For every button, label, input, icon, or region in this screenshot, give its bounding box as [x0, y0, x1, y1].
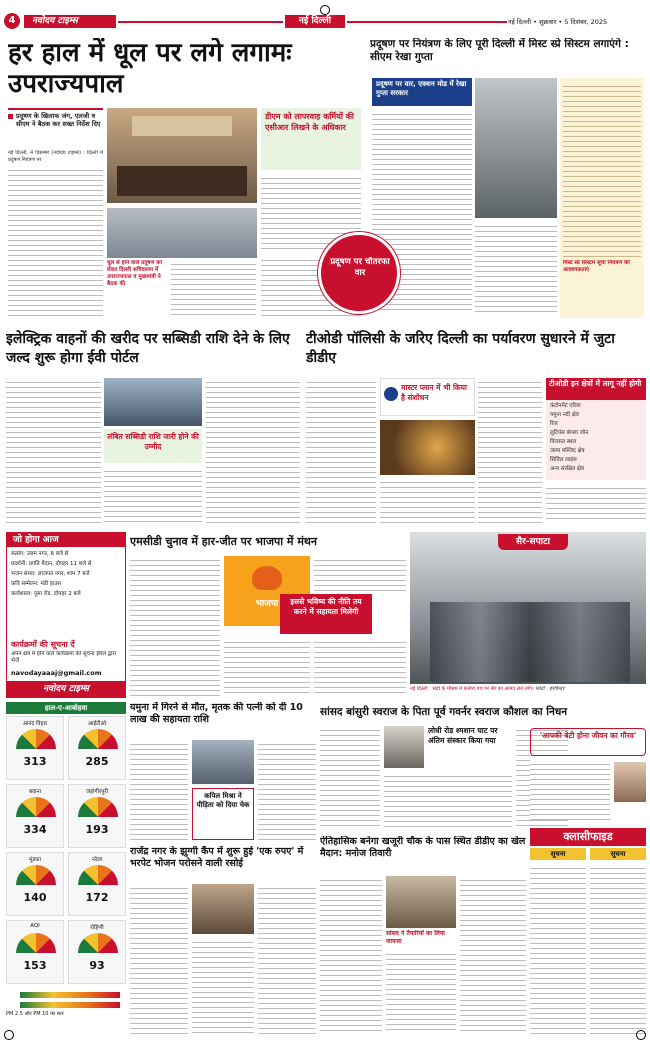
- khajuri-photo: [386, 876, 456, 928]
- tod-areas-box: [546, 378, 646, 480]
- aqi-gauge: [68, 784, 126, 848]
- today-list: [11, 550, 123, 600]
- aqi-dial-icon: [78, 797, 118, 817]
- aqi-value: 334: [23, 823, 47, 836]
- masthead-right-rule: [347, 21, 507, 23]
- yamuna-body-col2: [258, 740, 316, 840]
- mcd-party-name: भाजपा: [255, 599, 279, 609]
- mcd-pullquote: इससे भविष्य की नीति तय करने में सहायता मिलेगी: [280, 594, 372, 634]
- mcd-body-col2: [224, 638, 310, 696]
- lead-story: [6, 38, 362, 323]
- rajendra-body-col3: [258, 884, 316, 1034]
- aqi-station-name: बवाना: [28, 789, 42, 795]
- khajuri-story: [320, 836, 526, 1036]
- aqi-value: 313: [23, 755, 47, 768]
- ad-portrait: [614, 762, 646, 802]
- mcd-headline: एमसीडी चुनाव में हार-जीत पर भाजपा में मंथन: [130, 535, 318, 548]
- today-box: [6, 532, 126, 698]
- today-title: जो होगा आज: [7, 533, 125, 547]
- lead-body-col2: [171, 260, 256, 316]
- khajuri-body-col1: [320, 876, 382, 1034]
- aqi-dial-icon: [16, 797, 56, 817]
- ev-story: [6, 330, 300, 528]
- yamuna-story: [130, 702, 316, 842]
- rajendra-body-col2: [192, 938, 254, 1034]
- ev-body-col3: [206, 378, 300, 523]
- classified-title: क्लासीफाइड: [530, 828, 646, 846]
- pollution-badge: प्रदूषण पर वार, एक्शन मोड में रेखा गुप्ता सरकार: [372, 78, 472, 106]
- aqi-value: 285: [85, 755, 109, 768]
- aqi-gauge: [68, 852, 126, 916]
- tod-area-item: रिज: [550, 421, 558, 427]
- meeting-table: [117, 166, 247, 196]
- aqi-dial-icon: [78, 933, 118, 953]
- pollution-side-body: [563, 82, 641, 258]
- pm-bar-2: [20, 1002, 120, 1008]
- ad-quote: 'आपकी बेटी होना जीवन का गौरव': [530, 728, 646, 756]
- classified-sub-left: सूचना: [530, 848, 586, 860]
- masthead-center-rule: [118, 21, 283, 23]
- tod-body-col1: [306, 378, 376, 523]
- pollution-circle-badge: [318, 232, 400, 314]
- today-item: कवि सम्मेलन: मंडी हाउस: [11, 581, 61, 587]
- swaraj-headline: सांसद बांसुरी स्वराज के पिता पूर्व गवर्नर स्वराज कौशल का निधन: [320, 706, 568, 718]
- tod-logo-icon: [384, 387, 398, 401]
- tod-area-item: विरासत स्थल: [550, 439, 577, 445]
- aqi-station-name: आईटीओ: [87, 721, 107, 727]
- khajuri-body-col3: [460, 876, 526, 1034]
- ev-charging-photo: [104, 378, 202, 426]
- mcd-body-col1: [130, 556, 220, 696]
- aqi-value: 172: [85, 891, 109, 904]
- street-badge: सैर-सपाटा: [498, 534, 568, 550]
- aqi-station-name: आनंद विहार: [22, 721, 48, 727]
- lead-kicker: [8, 108, 103, 144]
- tod-story: [306, 330, 646, 528]
- lead-second-photo: [107, 208, 257, 258]
- tod-area-item: अन्य संरक्षित क्षेत्र: [550, 466, 584, 472]
- tod-area-item: सिविल लाइंस: [550, 457, 577, 463]
- rajendra-photo: [192, 884, 254, 934]
- tod-building-photo: [380, 420, 475, 475]
- street-photo-people: [430, 602, 630, 682]
- edition-label: नई दिल्ली: [285, 15, 345, 28]
- issue-date: शुक्रवार • 5 दिसंबर, 2025: [539, 18, 608, 26]
- lead-kicker-text: प्रदूषण के खिलाफ जंग, एलजी व सीएम ने बैठक कर सख्त निर्देश दिए: [16, 112, 101, 128]
- khajuri-caption: सांसद ने तैयारियों का लिया जायजा: [386, 930, 445, 945]
- aqi-gauge: [6, 784, 64, 848]
- lead-side-headline: डीएम को लापरवाह कर्मियों की एसीआर लिखने के अधिकार: [265, 112, 354, 132]
- swaraj-sub: लोधी रोड श्मशान घाट पर अंतिम संस्कार किया गया: [428, 726, 498, 745]
- lead-dateline: नई दिल्ली, 4 दिसम्बर (नवोदय टाइम्स) : दिल्ली में प्रदूषण नियंत्रण पर: [8, 150, 103, 163]
- aqi-dial-icon: [16, 865, 56, 885]
- aqi-value: 93: [89, 959, 105, 972]
- aqi-gauge: [68, 920, 126, 984]
- aqi-gauge: [6, 920, 64, 984]
- street-credit: फोटो : हरविन्दर: [535, 686, 565, 692]
- khajuri-body-col2: [386, 950, 456, 1034]
- lead-meeting-photo: [107, 108, 257, 203]
- aqi-value: 153: [23, 959, 47, 972]
- lead-headline: हर हाल में धूल पर लगे लगामः उपराज्यपाल: [8, 38, 292, 99]
- aqi-gauge: [68, 716, 126, 780]
- today-footer-brand: नवोदय टाइम्स: [7, 681, 125, 697]
- aqi-dial-icon: [78, 729, 118, 749]
- yamuna-callout: कपिल मिश्रा ने पीड़िता को दिया चेक: [192, 788, 254, 840]
- meeting-screen: [132, 116, 232, 136]
- aqi-panel: [6, 702, 126, 1032]
- rajendra-body-col1: [130, 884, 188, 1034]
- pollution-headline: प्रदूषण पर नियंत्रण के लिए पूरी दिल्ली में मिस्ट स्प्रे सिस्टम लगाएंगे : सीएम रेखा गुप्ता: [370, 38, 629, 63]
- swaraj-body-col2: [384, 772, 512, 830]
- classified-sub-right: सूचना: [590, 848, 646, 860]
- mcd-body-col4: [314, 638, 406, 696]
- registration-mark-icon: [636, 1030, 646, 1040]
- street-caption-text: नई दिल्ली : सर्दी के मौसम में कर्तव्य पथ पर सैर का आनंद लेते लोग।: [410, 686, 534, 692]
- pollution-side-panel: [560, 78, 644, 318]
- aqi-pm-legend: [6, 990, 126, 1020]
- aqi-station-name: जहांगीरपुरी: [86, 789, 108, 795]
- ev-body-col1: [6, 378, 101, 523]
- aqi-dial-icon: [78, 865, 118, 885]
- street-photo: [410, 532, 646, 684]
- today-item: भजन संध्या: लाजपत नगर, शाम 7 बजे: [11, 571, 90, 577]
- registration-mark-icon: [320, 5, 330, 15]
- swaraj-portrait: [384, 726, 424, 768]
- rajendra-story: [130, 846, 316, 1036]
- masthead-left-band: नवोदय टाइम्स: [24, 15, 116, 28]
- aqi-grid: [6, 716, 126, 986]
- aqi-station-name: नरेला: [91, 857, 103, 863]
- today-item: प्रदर्शनी: प्रगति मैदान, दोपहर 11 बजे से: [11, 561, 92, 567]
- today-notice-title: कार्यक्रमों की सूचना दें: [11, 640, 75, 649]
- aqi-dial-icon: [16, 729, 56, 749]
- aqi-dial-icon: [16, 933, 56, 953]
- masthead: [0, 0, 650, 32]
- today-email[interactable]: navodayaaaj@gmail.com: [11, 669, 102, 677]
- yamuna-body-col1: [130, 740, 188, 840]
- pollution-body-2: [475, 222, 557, 312]
- classified-body-left: [530, 864, 586, 1034]
- lead-side-box: [261, 108, 361, 170]
- aqi-gauge: [6, 852, 64, 916]
- tod-areas-list: [550, 402, 644, 474]
- ev-headline: इलेक्ट्रिक वाहनों की खरीद पर सब्सिडी राशि देने के लिए जल्द शुरू होगा ईवी पोर्टल: [6, 331, 290, 366]
- bullet-icon: [8, 114, 13, 119]
- street-caption: [410, 686, 646, 693]
- lotus-icon: [252, 566, 282, 590]
- tod-body-col4: [546, 484, 646, 523]
- lead-body-col1: [8, 166, 103, 316]
- tod-headline: टीओडी पॉलिसी के जरिए दिल्ली का पर्यावरण सुधारने में जुटा डीडीए: [306, 331, 615, 366]
- tod-master-plan-text: मास्टर प्लान में भी किया है संशोधन: [401, 383, 467, 402]
- ad-quote-body: [530, 760, 610, 820]
- tod-area-item: लुटियंस बंगला जोन: [550, 430, 589, 436]
- rajendra-headline: राजेंद्र नगर के झुग्गी कैंप में शुरू हुई 'एक रुपए' में भरपेट भोजन परोसने वाली रसोई: [130, 846, 304, 869]
- today-item: कार्यशाला: पूसा रोड, दोपहर 2 बजे: [11, 591, 81, 597]
- today-notice-body: अपने क्षेत्र में होने वाले कार्यक्रमों की सूचना ईमेल द्वारा भेजें: [11, 651, 117, 664]
- mcd-story: [130, 532, 406, 698]
- yamuna-headline: यमुना में गिरने से मौत, मृतक की पत्नी को दी 10 लाख की सहायता राशि: [130, 702, 303, 725]
- tod-body-col3: [478, 378, 542, 523]
- masthead-date: नई दिल्ली • शुक्रवार • 5 दिसंबर, 2025: [508, 18, 608, 26]
- khajuri-headline: ऐतिहासिक बनेगा खजूरी चौक के पास स्थित डीडीए का खेल मैदान: मनोज तिवारी: [320, 836, 526, 859]
- ad-column: [530, 702, 646, 1036]
- pollution-photo: [475, 78, 557, 218]
- tod-body-col2: [380, 478, 475, 523]
- pm-bar-1: [20, 992, 120, 998]
- pollution-story: [370, 38, 646, 323]
- swaraj-body-col1: [320, 726, 380, 830]
- page-number: 4: [4, 13, 20, 29]
- ev-body-col2: [104, 467, 202, 523]
- aqi-value: 193: [85, 823, 109, 836]
- today-item: सत्संग: उत्तम नगर, 6 बजे से: [11, 551, 69, 557]
- right-edition: नई दिल्ली: [508, 18, 532, 26]
- aqi-value: 140: [23, 891, 47, 904]
- aqi-gauge: [6, 716, 64, 780]
- mcd-body-col3: [314, 556, 406, 592]
- aqi-station-name: रोहिणी: [90, 925, 104, 931]
- aqi-title: हाल-ए-आबोहवा: [6, 702, 126, 714]
- tod-master-plan: [380, 378, 475, 416]
- aqi-station-name: मुंडका: [29, 857, 41, 863]
- tod-area-item: जामा मस्जिद क्षेत्र: [550, 448, 585, 454]
- registration-mark-icon: [4, 1030, 14, 1040]
- pollution-side-title: मिस्ट स्प्रे सिस्टम सूचा नियंत्रण की आवश्यकताएं: [563, 260, 630, 273]
- tod-areas-title: टीओडी इन क्षेत्रों में लागू नहीं होगी: [546, 378, 646, 400]
- pollution-circle-text: प्रदूषण पर चौतरफा वार: [330, 257, 390, 278]
- lead-photo-caption: धूल से होने वाले प्रदूषण को लेकर दिल्ली सचिवालय में उपराज्यपाल व मुख्यमंत्री ने बैठक की: [107, 260, 162, 287]
- street-photo-block: [410, 532, 646, 698]
- tod-area-item: यमुना नदी क्षेत्र: [550, 412, 579, 418]
- classified-body-right: [590, 864, 646, 1034]
- yamuna-photo: [192, 740, 254, 784]
- ev-callout: लंबित सब्सिडी राशि जारी होने की उम्मीद: [104, 429, 202, 463]
- aqi-station-name: AQI: [30, 923, 40, 929]
- aqi-note: PM 2.5 और PM 10 का स्तर: [6, 1011, 64, 1017]
- tod-area-item: कंटोनमेंट एरिया: [550, 403, 581, 409]
